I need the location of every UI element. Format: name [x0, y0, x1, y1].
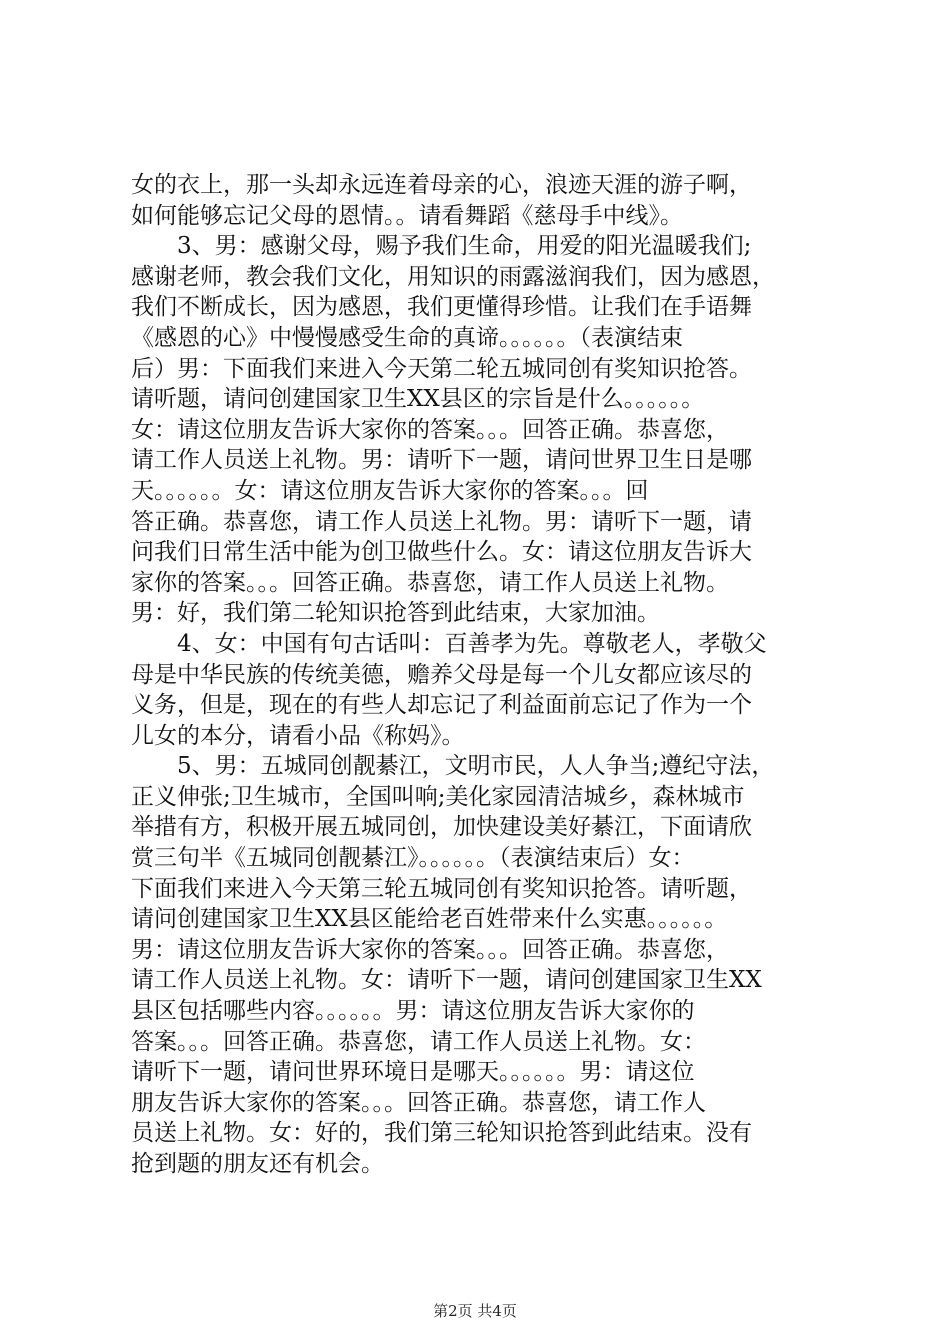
text-line: 天。。。。。。女：请这位朋友告诉大家你的答案。。。回 — [131, 477, 649, 504]
page-footer: 第2页 共4页 — [433, 1302, 517, 1320]
text-line: 请听题，请问创建国家卫生XX县区的宗旨是什么。。。。。。 — [131, 386, 705, 413]
text-line: 女的衣上，那一头却永远连着母亲的心，浪迹天涯的游子啊， — [131, 172, 752, 198]
text-line: 请问创建国家卫生XX县区能给老百姓带来什么实惠。。。。。。 — [131, 906, 728, 933]
text-line: 男：好，我们第二轮知识抢答到此结束，大家加油。 — [131, 600, 660, 627]
text-line: 抢到题的朋友还有机会。 — [131, 1151, 384, 1177]
text-line: 后）男：下面我们来进入今天第二轮五城同创有奖知识抢答。 — [131, 355, 752, 382]
text-line: 举措有方，积极开展五城同创，加快建设美好綦江，下面请欣 — [131, 814, 752, 841]
text-line: 下面我们来进入今天第三轮五城同创有奖知识抢答。请听题， — [131, 875, 752, 902]
text-line: 员送上礼物。女：好的，我们第三轮知识抢答到此结束。没有 — [131, 1120, 752, 1147]
text-line: 义务，但是，现在的有些人却忘记了利益面前忘记了作为一个 — [131, 692, 752, 719]
text-line: 家你的答案。。。回答正确。恭喜您，请工作人员送上礼物。 — [131, 569, 729, 596]
text-line: 答案。。。回答正确。恭喜您，请工作人员送上礼物。女： — [131, 1028, 706, 1055]
document-body — [131, 170, 836, 1180]
paragraph-start-line: 3、男：感谢父母，赐予我们生命，用爱的阳光温暖我们; — [177, 233, 752, 260]
text-line: 如何能够忘记父母的恩情。。请看舞蹈《慈母手中线》。 — [131, 202, 683, 229]
text-line: 女：请这位朋友告诉大家你的答案。。。回答正确。恭喜您， — [131, 416, 729, 443]
text-line: 《感恩的心》中慢慢感受生命的真谛。。。。。。（表演结束 — [131, 324, 683, 351]
text-line: 朋友告诉大家你的答案。。。回答正确。恭喜您，请工作人 — [131, 1089, 706, 1116]
text-line: 答正确。恭喜您，请工作人员送上礼物。男：请听下一题，请 — [131, 508, 752, 535]
text-line: 请工作人员送上礼物。男：请听下一题，请问世界卫生日是哪 — [131, 447, 752, 474]
text-line: 儿女的本分，请看小品《称妈》。 — [131, 722, 465, 749]
text-line: 县区包括哪些内容。。。。。。男：请这位朋友告诉大家你的 — [131, 998, 695, 1025]
text-line: 问我们日常生活中能为创卫做些什么。女：请这位朋友告诉大 — [131, 539, 752, 566]
text-line: 男：请这位朋友告诉大家你的答案。。。回答正确。恭喜您， — [131, 936, 729, 963]
text-line: 请工作人员送上礼物。女：请听下一题，请问创建国家卫生XX — [131, 967, 762, 994]
text-line: 请听下一题，请问世界环境日是哪天。。。。。。男：请这位 — [131, 1059, 695, 1086]
text-line: 母是中华民族的传统美德，赡养父母是每一个儿女都应该尽的 — [131, 661, 752, 688]
text-line: 我们不断成长，因为感恩，我们更懂得珍惜。让我们在手语舞 — [131, 294, 752, 321]
text-line: 赏三句半《五城同创靓綦江》。。。。。。（表演结束后）女： — [131, 845, 695, 872]
text-line: 正义伸张;卫生城市，全国叫响;美化家园清洁城乡，森林城市 — [131, 783, 745, 810]
paragraph-start-line: 5、男：五城同创靓綦江，文明市民，人人争当;遵纪守法， — [177, 753, 775, 780]
text-line: 感谢老师，教会我们文化，用知识的雨露滋润我们，因为感恩， — [131, 263, 775, 290]
paragraph-start-line: 4、女：中国有句古话叫：百善孝为先。尊敬老人，孝敬父 — [177, 630, 767, 657]
